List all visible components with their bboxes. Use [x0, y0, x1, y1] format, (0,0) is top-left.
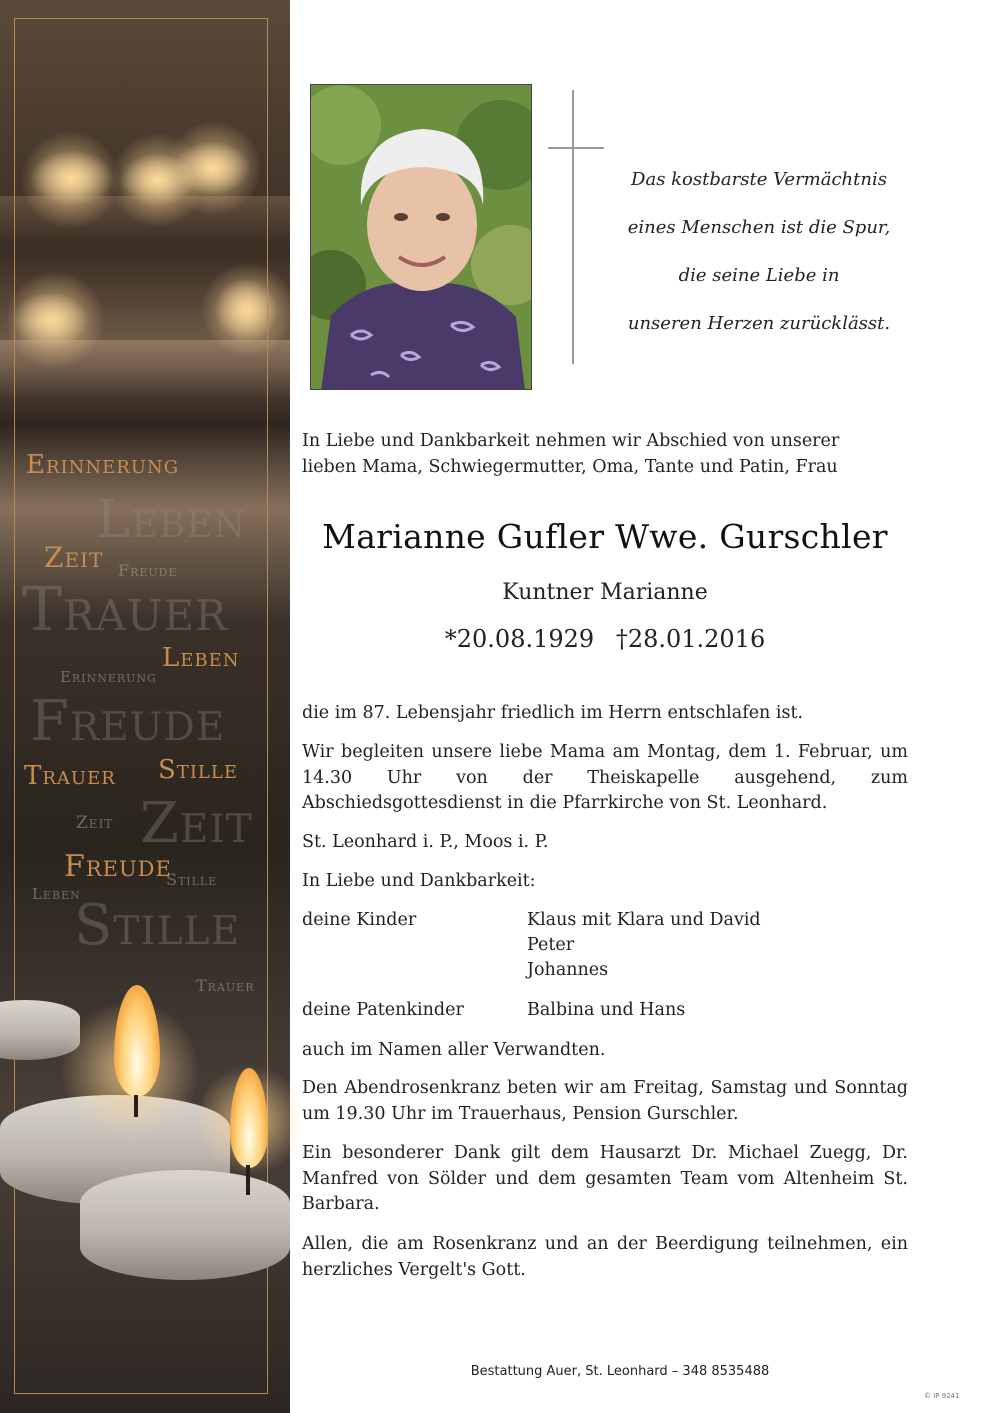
paragraph: Ein besonderer Dank gilt dem Hausarzt Dr. Michael Zuegg, Dr. Manfred von Sölder und dem gesamten Team vom Altenheim St. Barbara.	[302, 1143, 908, 1214]
side-word: Trauer	[196, 976, 255, 995]
candle-wick	[134, 1095, 138, 1117]
side-word: Freude	[64, 849, 172, 884]
side-word: Leben	[96, 490, 247, 550]
godchildren-label: deine Patenkinder	[302, 1000, 464, 1020]
quote-line: die seine Liebe in	[678, 265, 840, 286]
birth-name: Kuntner Marianne	[502, 580, 708, 605]
paragraph: In Liebe und Dankbarkeit:	[302, 871, 536, 891]
quote-line: Das kostbarste Vermächtnis	[631, 169, 887, 190]
children-label: deine Kinder	[302, 910, 417, 930]
funeral-home-footer: Bestattung Auer, St. Leonhard – 348 8535488	[470, 1364, 770, 1379]
candle-wick	[246, 1165, 250, 1195]
quote-line: eines Menschen ist die Spur,	[627, 217, 891, 238]
side-word: Zeit	[140, 791, 253, 856]
child-name: Johannes	[527, 960, 609, 980]
side-word: Trauer	[24, 761, 116, 791]
child-name: Klaus mit Klara und David	[527, 910, 761, 930]
side-word: Erinnerung	[26, 450, 180, 480]
life-dates	[302, 625, 908, 653]
side-word: Zeit	[44, 541, 104, 574]
paragraph: St. Leonhard i. P., Moos i. P.	[302, 832, 549, 852]
quote-line: unseren Herzen zurücklässt.	[627, 313, 891, 334]
intro-line: In Liebe und Dankbarkeit nehmen wir Abschied von unserer	[302, 431, 840, 451]
intro-line: lieben Mama, Schwiegermutter, Oma, Tante und Patin, Frau	[302, 457, 838, 477]
side-word: Leben	[162, 643, 240, 673]
paragraph: Den Abendrosenkranz beten wir am Freitag, Samstag und Sonntag um 19.30 Uhr im Trauerhaus, Pension Gurschler.	[302, 1078, 908, 1124]
side-word: Stille	[158, 755, 238, 785]
paragraph: auch im Namen aller Verwandten.	[302, 1040, 606, 1060]
deceased-name: Marianne Gufler Wwe. Gurschler	[322, 517, 888, 556]
paragraph: Wir begleiten unsere liebe Mama am Montag, dem 1. Februar, um 14.30 Uhr von der Theiskapelle ausgehend, zum Abschiedsgottesdienst in die Pfarrkirche von St. Leonhard.	[302, 742, 908, 813]
side-word: Trauer	[22, 575, 228, 645]
death-date: †28.01.2016	[615, 625, 766, 653]
portrait-illustration	[311, 85, 532, 390]
side-word: Erinnerung	[60, 668, 157, 686]
tealight-candle	[80, 1170, 290, 1280]
side-word: Stille	[74, 893, 241, 958]
side-word: Leben	[32, 885, 81, 903]
birth-date: *20.08.1929	[444, 625, 595, 653]
memorial-quote	[604, 156, 914, 348]
child-name: Peter	[527, 935, 575, 955]
side-word: Freude	[30, 689, 226, 754]
cross-vertical	[572, 90, 574, 364]
side-word: Zeit	[76, 813, 114, 833]
cross-horizontal	[548, 147, 604, 149]
portrait-photo	[310, 84, 532, 390]
print-code: © IP 9241	[924, 1392, 960, 1400]
paragraph: Allen, die am Rosenkranz und an der Beerdigung teilnehmen, ein herzliches Vergelt's Gott.	[302, 1234, 908, 1280]
side-word: Freude	[118, 561, 178, 580]
paragraph: die im 87. Lebensjahr friedlich im Herrn entschlafen ist.	[302, 703, 804, 723]
decorative-candle-panel	[0, 0, 290, 1413]
godchildren-names: Balbina und Hans	[527, 1000, 686, 1020]
side-word: Stille	[166, 870, 218, 889]
